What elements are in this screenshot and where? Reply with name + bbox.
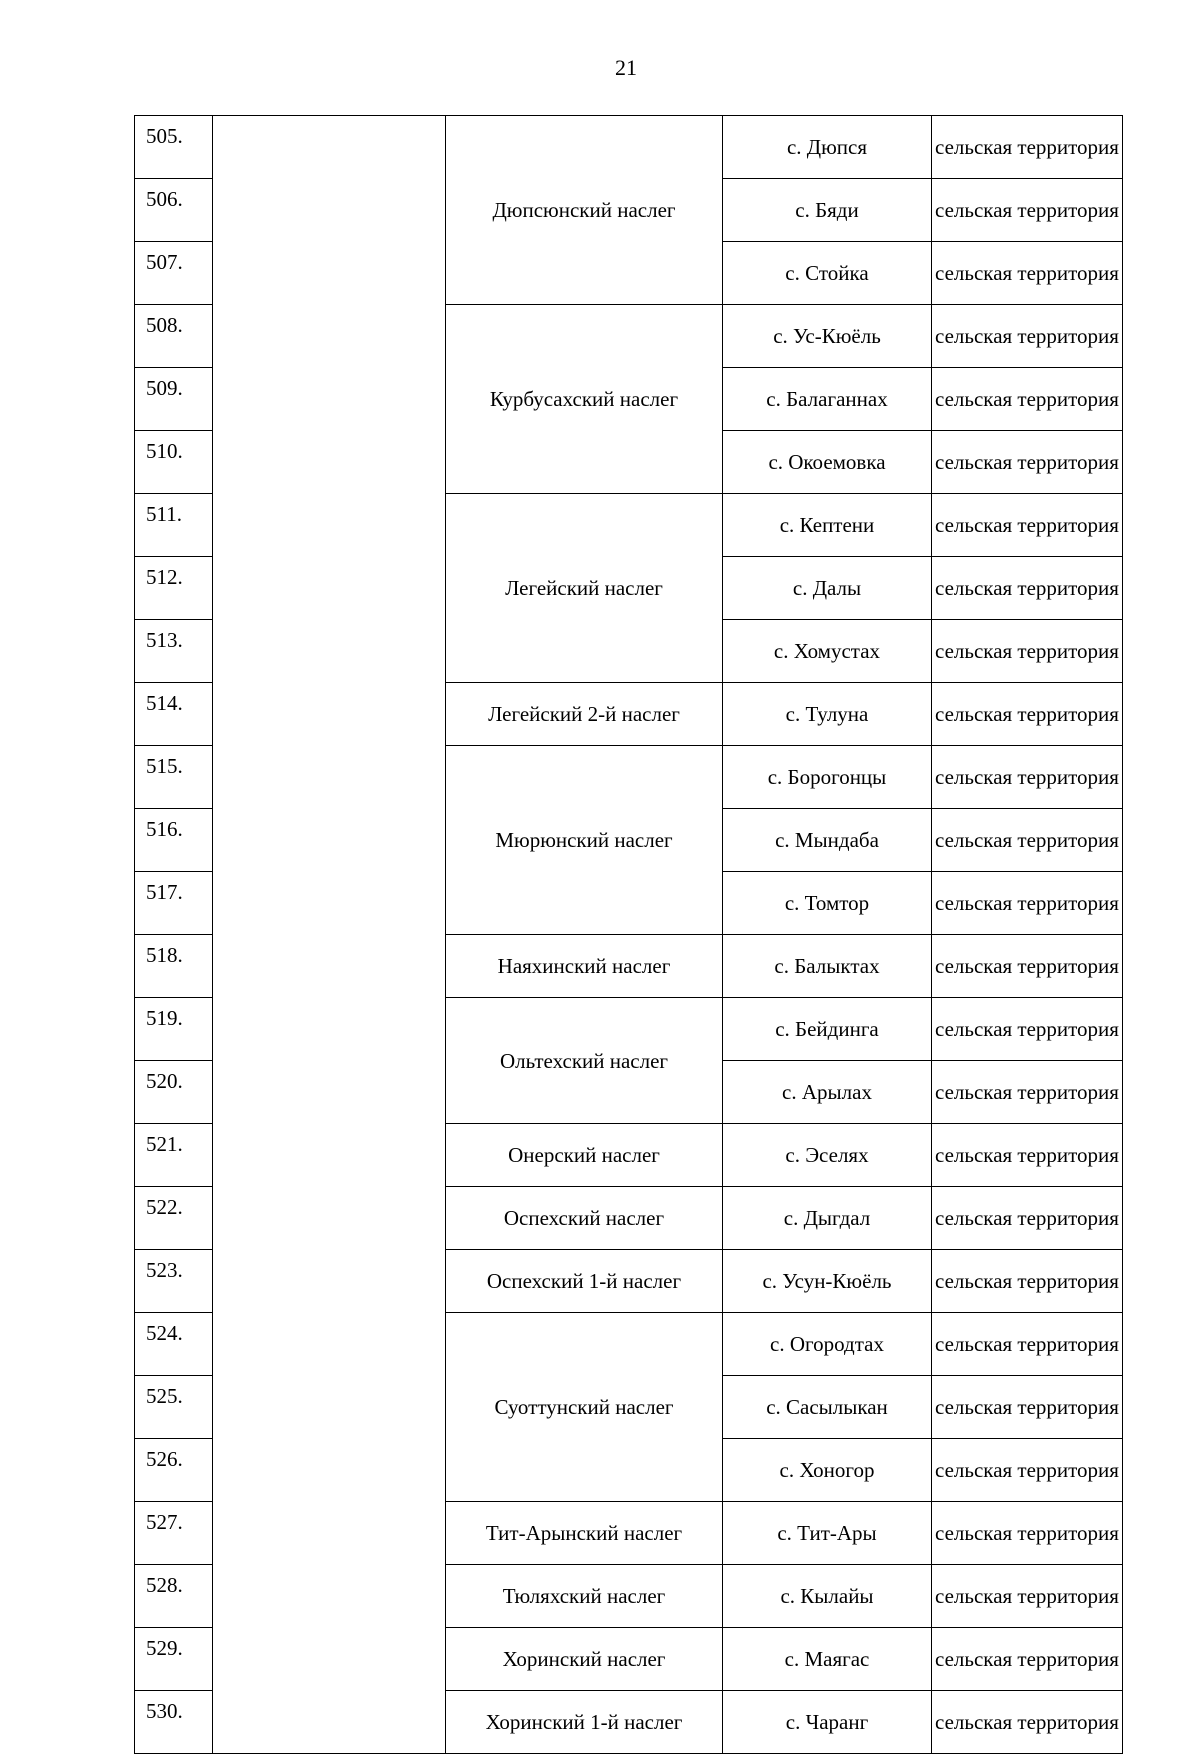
nasleg-name: Оспехский наслег	[446, 1187, 723, 1250]
row-number: 508.	[135, 305, 213, 368]
territory-type: сельская территория	[932, 746, 1123, 809]
nasleg-name: Тюляхский наслег	[446, 1565, 723, 1628]
row-number: 514.	[135, 683, 213, 746]
row-number: 522.	[135, 1187, 213, 1250]
row-number: 507.	[135, 242, 213, 305]
territory-type: сельская территория	[932, 998, 1123, 1061]
nasleg-name: Тит-Арынский наслег	[446, 1502, 723, 1565]
territory-type: сельская территория	[932, 1502, 1123, 1565]
row-number: 527.	[135, 1502, 213, 1565]
row-number: 510.	[135, 431, 213, 494]
territory-type: сельская территория	[932, 1250, 1123, 1313]
territory-type: сельская территория	[932, 1061, 1123, 1124]
row-number: 526.	[135, 1439, 213, 1502]
territory-type: сельская территория	[932, 557, 1123, 620]
territory-type: сельская территория	[932, 1313, 1123, 1376]
territory-type: сельская территория	[932, 872, 1123, 935]
territory-type: сельская территория	[932, 1376, 1123, 1439]
nasleg-name: Хоринский 1-й наслег	[446, 1691, 723, 1754]
territory-type: сельская территория	[932, 116, 1123, 179]
territory-type: сельская территория	[932, 494, 1123, 557]
settlement-name: с. Хоногор	[723, 1439, 932, 1502]
settlement-name: с. Ус-Кюёль	[723, 305, 932, 368]
settlements-table	[134, 115, 1123, 1754]
settlement-name: с. Огородтах	[723, 1313, 932, 1376]
settlement-name: с. Тулуна	[723, 683, 932, 746]
row-number: 517.	[135, 872, 213, 935]
nasleg-name: Ольтехский наслег	[446, 998, 723, 1124]
row-number: 520.	[135, 1061, 213, 1124]
settlement-name: с. Маягас	[723, 1628, 932, 1691]
territory-type: сельская территория	[932, 683, 1123, 746]
nasleg-name: Хоринский наслег	[446, 1628, 723, 1691]
settlement-name: с. Окоемовка	[723, 431, 932, 494]
nasleg-name: Легейский наслег	[446, 494, 723, 683]
row-number: 511.	[135, 494, 213, 557]
row-number: 506.	[135, 179, 213, 242]
territory-type: сельская территория	[932, 1691, 1123, 1754]
row-number: 530.	[135, 1691, 213, 1754]
settlement-name: с. Далы	[723, 557, 932, 620]
row-number: 505.	[135, 116, 213, 179]
settlement-name: с. Чаранг	[723, 1691, 932, 1754]
nasleg-name: Мюрюнский наслег	[446, 746, 723, 935]
territory-type: сельская территория	[932, 179, 1123, 242]
row-number: 524.	[135, 1313, 213, 1376]
nasleg-name: Онерский наслег	[446, 1124, 723, 1187]
settlement-name: с. Эселях	[723, 1124, 932, 1187]
table-row	[135, 116, 1123, 179]
nasleg-name: Наяхинский наслег	[446, 935, 723, 998]
row-number: 516.	[135, 809, 213, 872]
territory-type: сельская территория	[932, 1439, 1123, 1502]
row-number: 512.	[135, 557, 213, 620]
territory-type: сельская территория	[932, 305, 1123, 368]
nasleg-name: Суоттунский наслег	[446, 1313, 723, 1502]
settlement-name: с. Балыктах	[723, 935, 932, 998]
row-number: 525.	[135, 1376, 213, 1439]
row-number: 529.	[135, 1628, 213, 1691]
territory-type: сельская территория	[932, 809, 1123, 872]
settlement-name: с. Бейдинга	[723, 998, 932, 1061]
settlement-name: с. Кептени	[723, 494, 932, 557]
nasleg-name: Легейский 2-й наслег	[446, 683, 723, 746]
settlement-name: с. Дюпся	[723, 116, 932, 179]
settlement-name: с. Борогонцы	[723, 746, 932, 809]
settlement-name: с. Усун-Кюёль	[723, 1250, 932, 1313]
territory-type: сельская территория	[932, 242, 1123, 305]
settlement-name: с. Кылайы	[723, 1565, 932, 1628]
row-number: 519.	[135, 998, 213, 1061]
territory-type: сельская территория	[932, 935, 1123, 998]
row-number: 509.	[135, 368, 213, 431]
settlement-name: с. Арылах	[723, 1061, 932, 1124]
settlement-name: с. Хомустах	[723, 620, 932, 683]
settlement-name: с. Балаганнах	[723, 368, 932, 431]
settlement-name: с. Сасылыкан	[723, 1376, 932, 1439]
territory-type: сельская территория	[932, 1565, 1123, 1628]
row-number: 523.	[135, 1250, 213, 1313]
settlement-name: с. Бяди	[723, 179, 932, 242]
territory-type: сельская территория	[932, 1187, 1123, 1250]
row-number: 518.	[135, 935, 213, 998]
row-number: 513.	[135, 620, 213, 683]
settlement-name: с. Тит-Ары	[723, 1502, 932, 1565]
page-number: 21	[615, 55, 637, 80]
district-cell	[213, 116, 446, 1754]
territory-type: сельская территория	[932, 431, 1123, 494]
table-body	[135, 116, 1123, 1754]
settlement-name: с. Мындаба	[723, 809, 932, 872]
nasleg-name: Курбусахский наслег	[446, 305, 723, 494]
nasleg-name: Оспехский 1-й наслег	[446, 1250, 723, 1313]
row-number: 515.	[135, 746, 213, 809]
settlement-name: с. Томтор	[723, 872, 932, 935]
territory-type: сельская территория	[932, 620, 1123, 683]
nasleg-name: Дюпсюнский наслег	[446, 116, 723, 305]
row-number: 528.	[135, 1565, 213, 1628]
territory-type: сельская территория	[932, 1124, 1123, 1187]
settlement-name: с. Стойка	[723, 242, 932, 305]
territory-type: сельская территория	[932, 368, 1123, 431]
territory-type: сельская территория	[932, 1628, 1123, 1691]
settlement-name: с. Дыгдал	[723, 1187, 932, 1250]
row-number: 521.	[135, 1124, 213, 1187]
